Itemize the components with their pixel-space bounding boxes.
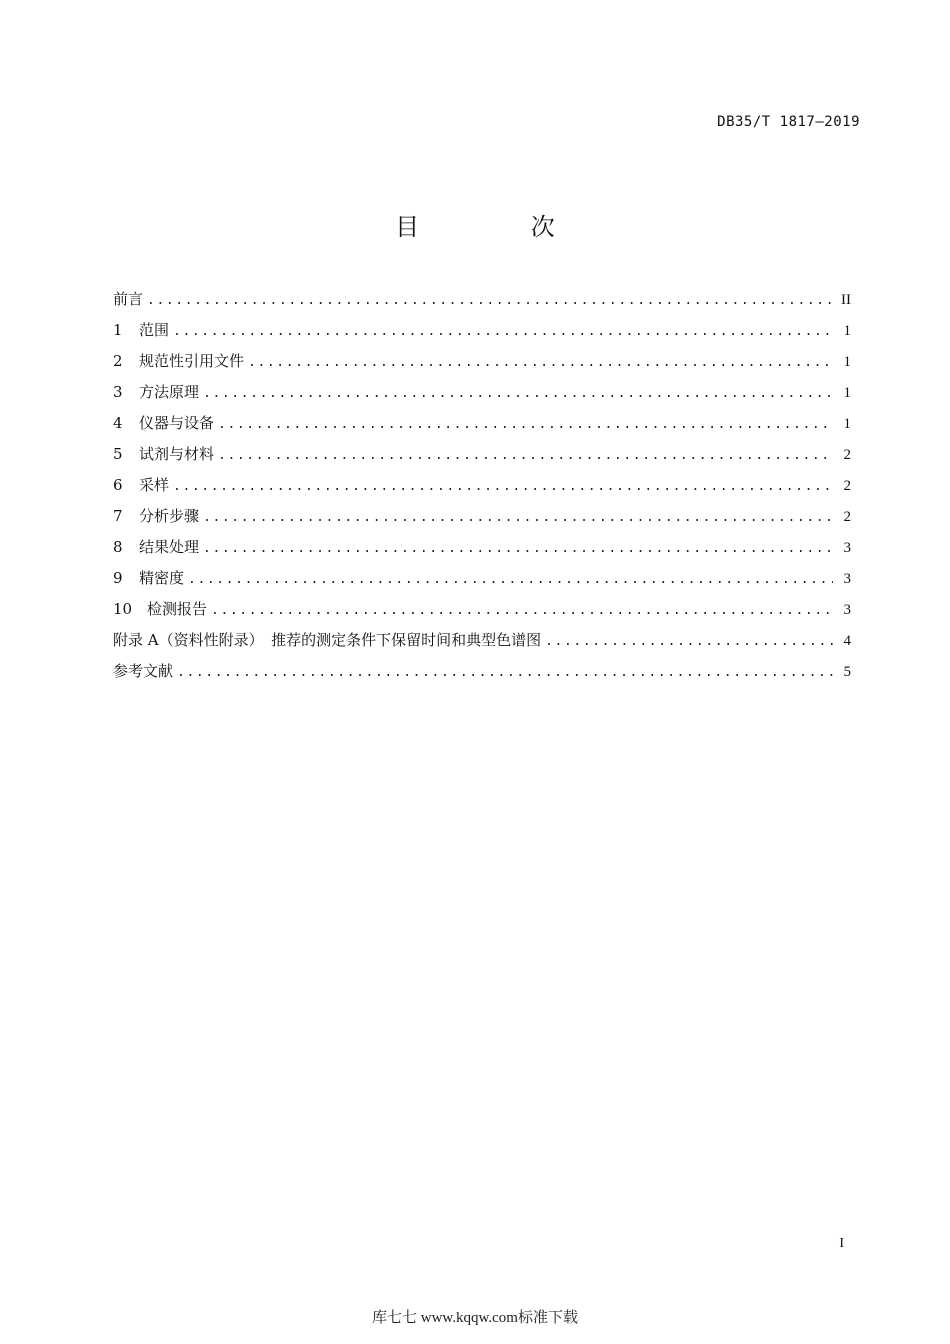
toc-entry-page: 1 (843, 323, 851, 339)
toc-entry-precision[interactable] (113, 566, 851, 597)
toc-entry-number: 1 (113, 321, 123, 339)
toc-entry-bibliography[interactable] (113, 659, 851, 690)
toc-entry-number: 4 (113, 414, 123, 432)
toc-leader-dots (211, 599, 833, 623)
toc-entry-results[interactable] (113, 535, 851, 566)
toc-entry-label: 参考文献 (113, 662, 174, 680)
toc-entry-normative-references[interactable] (113, 349, 851, 380)
toc-entry-label: 范围 (139, 321, 170, 339)
standard-code: DB35/T 1817—2019 (717, 114, 860, 130)
toc-entry-page: 2 (843, 447, 851, 463)
toc-entry-number: 6 (113, 476, 123, 494)
toc-entry-label: 仪器与设备 (139, 414, 215, 432)
toc-leader-dots (203, 537, 833, 561)
toc-leader-dots (218, 413, 833, 437)
toc-entry-annex-a[interactable] (113, 628, 851, 659)
toc-entry-page: II (841, 292, 851, 308)
toc-leader-dots (177, 661, 833, 685)
toc-entry-test-report[interactable] (113, 597, 851, 628)
toc-leader-dots (218, 444, 833, 468)
toc-entry-number: 5 (113, 445, 123, 463)
toc-entry-page: 3 (843, 602, 851, 618)
toc-leader-dots (188, 568, 833, 592)
toc-entry-number: 3 (113, 383, 123, 401)
toc-entry-number: 8 (113, 538, 123, 556)
toc-entry-label: 附录 A（资料性附录） 推荐的测定条件下保留时间和典型色谱图 (113, 631, 542, 649)
toc-entry-page: 2 (843, 509, 851, 525)
toc-entry-label: 前言 (113, 290, 144, 308)
page-number: I (839, 1236, 844, 1251)
toc-leader-dots (203, 506, 833, 530)
toc-entry-scope[interactable] (113, 318, 851, 349)
page-title: 目 次 (395, 213, 607, 241)
toc-entry-label: 分析步骤 (139, 507, 200, 525)
toc-leader-dots (147, 289, 833, 313)
toc-entry-label: 方法原理 (139, 383, 200, 401)
toc-entry-page: 2 (843, 478, 851, 494)
toc-entry-page: 3 (843, 540, 851, 556)
toc-entry-procedure[interactable] (113, 504, 851, 535)
toc-leader-dots (545, 630, 833, 654)
toc-entry-number: 10 (113, 600, 133, 618)
toc-entry-number: 2 (113, 352, 123, 370)
toc-entry-page: 4 (843, 633, 851, 649)
toc-entry-page: 3 (843, 571, 851, 587)
toc-entry-label: 规范性引用文件 (139, 352, 245, 370)
toc-leader-dots (203, 382, 833, 406)
toc-entry-label: 试剂与材料 (139, 445, 215, 463)
toc-leader-dots (173, 320, 833, 344)
toc-entry-sampling[interactable] (113, 473, 851, 504)
toc-entry-page: 5 (843, 664, 851, 680)
toc-entry-apparatus[interactable] (113, 411, 851, 442)
toc-entry-foreword[interactable] (113, 287, 851, 318)
toc-entry-label: 精密度 (139, 569, 185, 587)
toc-entry-label: 检测报告 (147, 600, 208, 618)
toc-leader-dots (248, 351, 833, 375)
toc-leader-dots (173, 475, 833, 499)
toc-entry-label: 采样 (139, 476, 170, 494)
toc-entry-page: 1 (843, 385, 851, 401)
toc-entry-page: 1 (843, 354, 851, 370)
toc-entry-label: 结果处理 (139, 538, 200, 556)
table-of-contents (113, 287, 851, 690)
toc-entry-reagents[interactable] (113, 442, 851, 473)
footer-watermark: 库七七 www.kqqw.com标准下载 (372, 1310, 578, 1326)
toc-entry-principle[interactable] (113, 380, 851, 411)
toc-entry-number: 9 (113, 569, 123, 587)
toc-entry-number: 7 (113, 507, 123, 525)
toc-entry-page: 1 (843, 416, 851, 432)
